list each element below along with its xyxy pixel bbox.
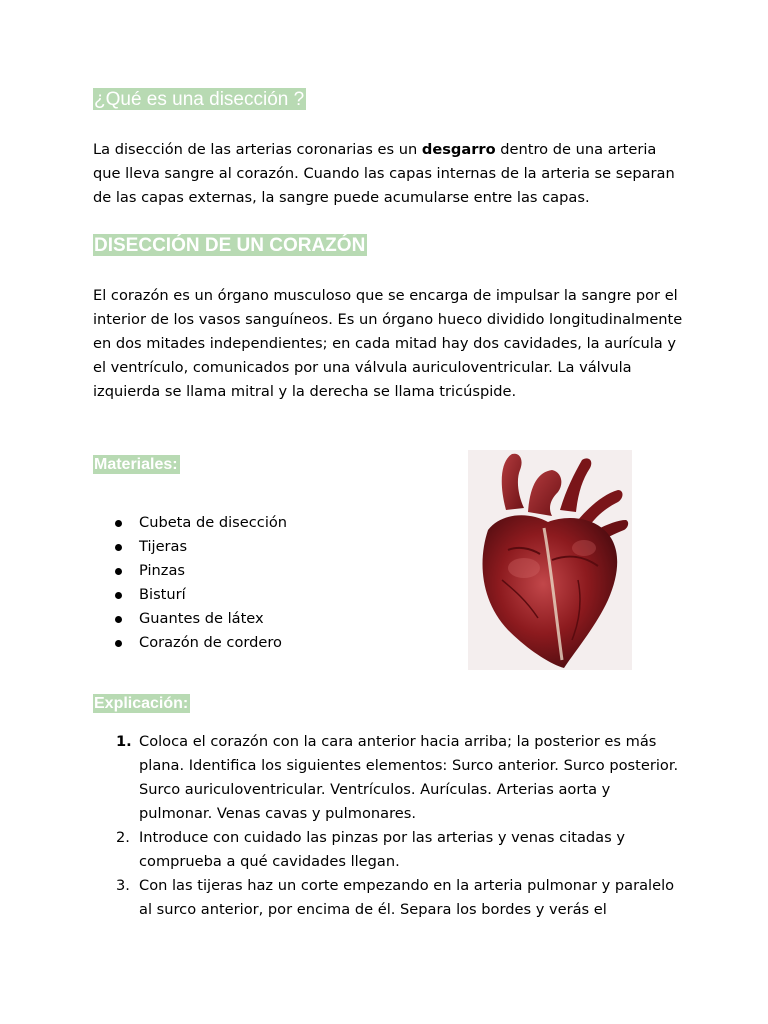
paragraph-text-before: La disección de las arterias coronarias es un	[93, 141, 422, 158]
bullet-icon	[115, 616, 122, 623]
step-text: Introduce con cuidado las pinzas por las arterias y venas citadas y comprueba a qué cavidades llegan.	[139, 829, 626, 870]
material-label: Guantes de látex	[139, 610, 264, 627]
bullet-icon	[115, 568, 122, 575]
heading-heart-dissection: DISECCIÓN DE UN CORAZÓN	[94, 235, 366, 256]
list-item	[93, 631, 287, 655]
paragraph-heart-description: El corazón es un órgano musculoso que se encarga de impulsar la sangre por el interior de los vasos sanguíneos. Es un órgano hueco dividido longitudinalmente en dos mitades independientes; en cada mitad hay dos cavidades, la aurícula y el ventrículo, comunicados por una válvula auriculoventricular. La válvula izquierda se llama mitral y la derecha se llama tricúspide.	[93, 287, 683, 400]
list-item	[93, 583, 287, 607]
explanation-steps	[93, 730, 683, 922]
list-item	[93, 826, 683, 874]
bullet-icon	[115, 640, 122, 647]
paragraph-text-after: dentro de una arteria que lleva sangre al corazón. Cuando las capas internas de la arteria se separan de las capas externas, la sangre puede acumularse entre las capas.	[93, 141, 675, 206]
materials-list	[93, 511, 287, 655]
step-text: Con las tijeras haz un corte empezando en la arteria pulmonar y paralelo al surco anterior, por encima de él. Separa los bordes y verás el	[139, 877, 675, 918]
list-item	[93, 874, 683, 922]
list-item	[93, 607, 287, 631]
material-label: Tijeras	[139, 538, 188, 555]
bullet-icon	[115, 592, 122, 599]
heading-materials: Materiales:	[94, 456, 178, 473]
material-label: Pinzas	[139, 562, 185, 579]
heart-illustration	[468, 450, 632, 670]
list-item	[93, 535, 287, 559]
step-number: 2.	[116, 829, 130, 846]
material-label: Corazón de cordero	[139, 634, 282, 651]
step-number: 1.	[116, 733, 132, 750]
bold-term-desgarro: desgarro	[421, 141, 496, 158]
step-number: 3.	[116, 877, 130, 894]
material-label: Cubeta de disección	[139, 514, 288, 531]
list-item	[93, 730, 683, 826]
step-text: Coloca el corazón con la cara anterior hacia arriba; la posterior es más plana. Identifica los siguientes elementos: Surco anterior. Surco posterior. Surco auriculoventricular. Ventrículos. Aurículas. Arterias aorta y pulmonar. Venas cavas y pulmonares.	[139, 733, 679, 822]
heading-what-is-dissection: ¿Qué es una disección ?	[94, 89, 305, 110]
list-item	[93, 559, 287, 583]
bullet-icon	[115, 520, 122, 527]
paragraph-dissection-definition	[93, 138, 683, 210]
heading-explanation: Explicación:	[94, 695, 189, 712]
bullet-icon	[115, 544, 122, 551]
list-item	[93, 511, 287, 535]
material-label: Bisturí	[139, 586, 186, 603]
